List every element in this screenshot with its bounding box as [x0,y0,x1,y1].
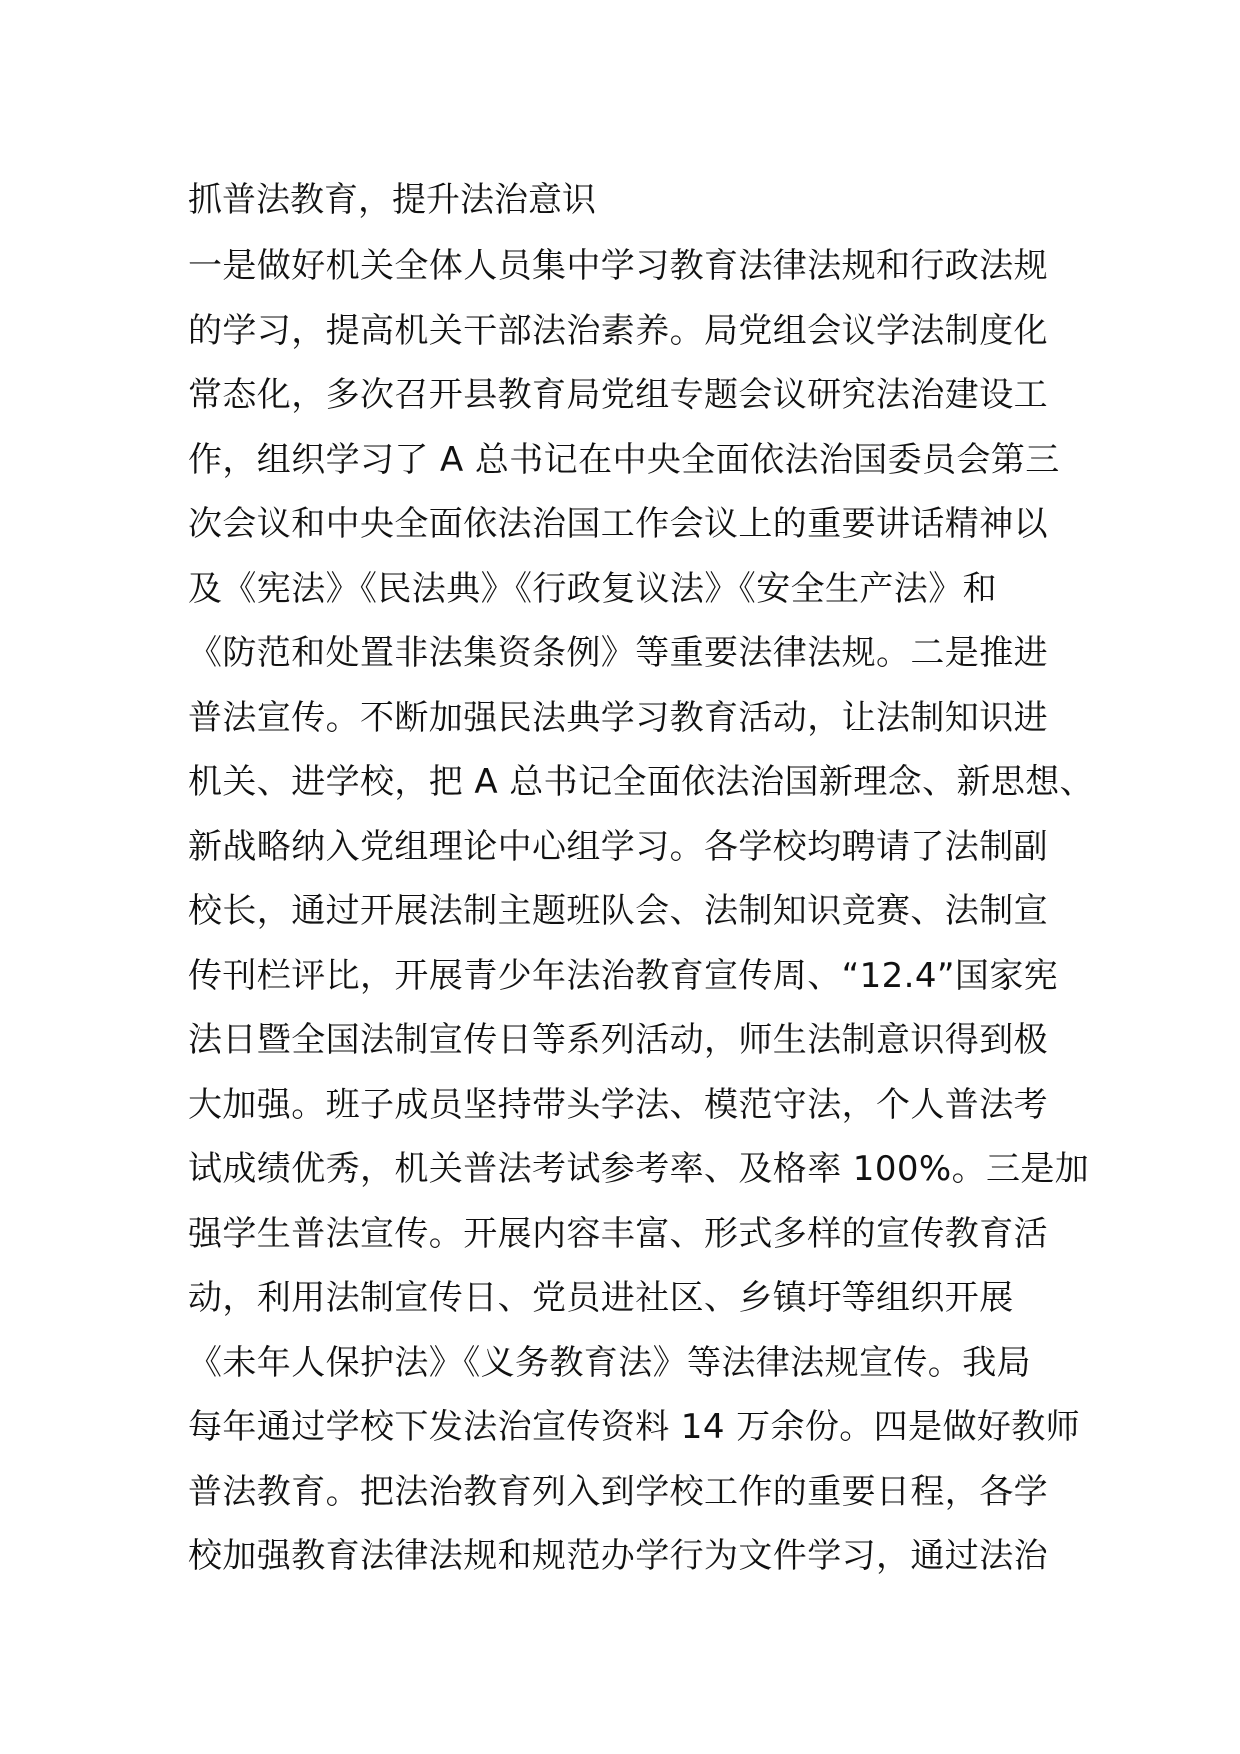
body-paragraph [188,234,1095,1589]
paragraph-line: 的学习，提高机关干部法治素养。局党组会议学法制度化 [188,310,1048,351]
paragraph-line: 常态化，多次召开县教育局党组专题会议研究法治建设工 [188,375,1048,415]
paragraph-line: 新战略纳入党组理论中心组学习。各学校均聘请了法制副 [188,826,1048,867]
paragraph-line: 作，组织学习了 A 总书记在中央全面依法治国委员会第三 [188,439,1060,480]
paragraph-line: 强学生普法宣传。开展内容丰富、形式多样的宣传教育活 [188,1213,1048,1254]
section-heading: 抓普法教育，提升法治意识 [188,180,596,220]
paragraph-line: 每年通过学校下发法治宣传资料 14 万余份。四是做好教师 [188,1407,1081,1447]
paragraph-line: 大加强。班子成员坚持带头学法、模范守法，个人普法考 [188,1084,1048,1125]
paragraph-line: 《未年人保护法》《义务教育法》等法律法规宣传。我局 [188,1342,1031,1383]
paragraph-line: 校加强教育法律法规和规范办学行为文件学习，通过法治 [188,1536,1048,1576]
paragraph-line: 机关、进学校，把 A 总书记全面依法治国新理念、新思想、 [188,762,1095,802]
paragraph-line: 试成绩优秀，机关普法考试参考率、及格率 100%。三是加 [188,1149,1090,1189]
paragraph-line: 《防范和处置非法集资条例》等重要法律法规。二是推进 [188,633,1048,673]
paragraph-line: 一是做好机关全体人员集中学习教育法律法规和行政法规 [188,246,1048,286]
paragraph-line: 及《宪法》《民法典》《行政复议法》《安全生产法》和 [188,568,997,609]
paragraph-line: 动，利用法制宣传日、党员进社区、乡镇圩等组织开展 [188,1278,1014,1318]
paragraph-line: 普法宣传。不断加强民法典学习教育活动，让法制知识进 [188,697,1048,738]
paragraph-line: 校长，通过开展法制主题班队会、法制知识竞赛、法制宣 [188,891,1048,931]
paragraph-line: 普法教育。把法治教育列入到学校工作的重要日程，各学 [188,1471,1048,1512]
paragraph-line: 法日暨全国法制宣传日等系列活动，师生法制意识得到极 [188,1020,1048,1060]
paragraph-line: 传刊栏评比，开展青少年法治教育宣传周、“12.4”国家宪 [188,955,1059,996]
paragraph-line: 次会议和中央全面依法治国工作会议上的重要讲话精神以 [188,504,1048,544]
